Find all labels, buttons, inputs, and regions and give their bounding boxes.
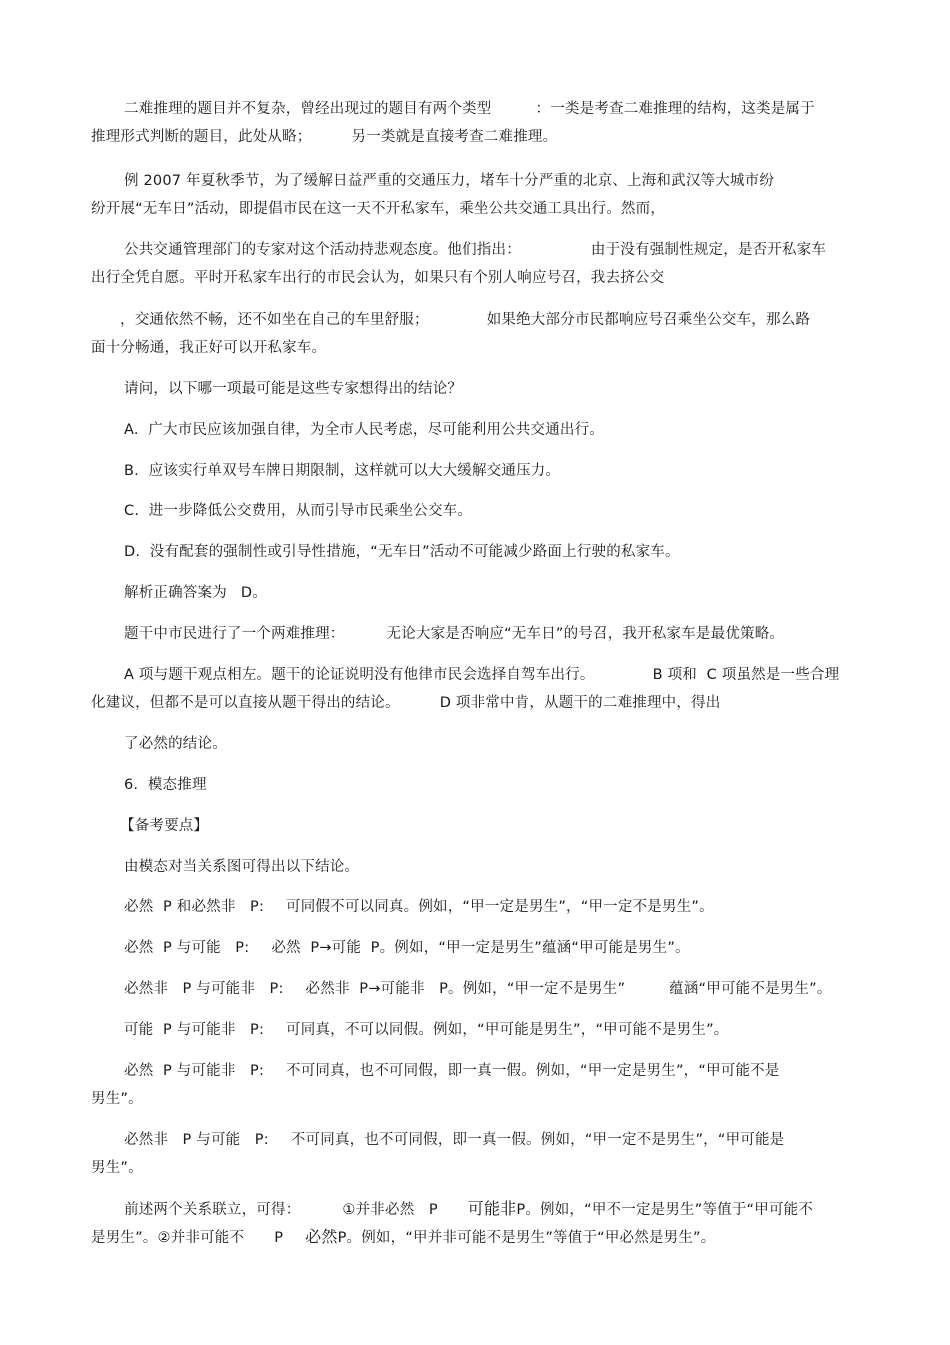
rule-5-line-1 — [124, 1061, 780, 1081]
text-span: 必然 P→可能 P。例如，“甲一定是男生”蕴涵“甲可能是男生”。 — [271, 940, 690, 956]
combined-line-2 — [91, 1227, 715, 1248]
text-span: 必然 P 与可能非 P: — [124, 1063, 265, 1079]
text-span: D 项非常中肯，从题干的二难推理中，得出 — [439, 695, 721, 711]
example-line-2: 纷开展“无车日”活动，即提倡市民在这一天不开私家车，乘坐公共交通工具出行。然而， — [91, 201, 666, 217]
text-span: 必然非 P 与可能非 P: — [124, 981, 284, 997]
example-line-6: 面十分畅通，我正好可以开私家车。 — [91, 340, 327, 356]
text-span: ：一类是考查二难推理的结构，这类是属于 — [535, 101, 815, 117]
analysis-line-4: 了必然的结论。 — [124, 736, 227, 752]
text-span: P — [274, 1230, 284, 1246]
text-span: 推理形式判断的题目，此处从略； — [91, 129, 312, 145]
analysis-line-1 — [124, 624, 784, 644]
text-span: 另一类就是直接考查二难推理。 — [351, 129, 558, 145]
text-span: 是男生”。②并非可能不 — [91, 1230, 245, 1246]
example-line-1: 例 2007 年夏秋季节，为了缓解日益严重的交通压力，堵车十分严重的北京、上海和武汉等大城市纷 — [124, 173, 775, 189]
question-text: 请问，以下哪一项最可能是这些专家想得出的结论？ — [124, 381, 463, 397]
text-span: 必然非 P→可能非 P。例如，“甲一定不是男生” — [305, 981, 626, 997]
text-span: 蕴涵“甲可能不是男生”。 — [669, 981, 832, 997]
rule-2 — [124, 938, 690, 958]
example-line-4: 出行全凭自愿。平时开私家车出行的市民会认为，如果只有个别人响应号召，我去挤公交 — [91, 270, 665, 286]
option-b: B. 应该实行单双号车牌日期限制，这样就可以大大缓解交通压力。 — [124, 463, 561, 479]
text-span: 解析正确答案为 — [124, 585, 227, 601]
combined-line-1 — [124, 1199, 813, 1220]
rule-1 — [124, 897, 714, 917]
text-span: 可同真，不可以同假。例如，“甲可能是男生”，“甲可能不是男生”。 — [286, 1022, 729, 1038]
text-span: 如果绝大部分市民都响应号召乘坐公交车，那么路 — [486, 312, 811, 328]
key-points-heading: 【备考要点】 — [120, 818, 209, 834]
text-span: 可能 P 与可能非 P: — [124, 1022, 265, 1038]
section-intro: 由模态对当关系图可得出以下结论。 — [124, 859, 360, 875]
rule-6-line-1 — [124, 1130, 784, 1150]
analysis-line-3 — [91, 693, 720, 713]
text-span: 公共交通管理部门的专家对这个活动持悲观态度。他们指出： — [124, 242, 521, 258]
answer-line — [124, 583, 267, 603]
text-span: 由于没有强制性规定，是否开私家车 — [590, 242, 827, 258]
text-span: 无论大家是否响应“无车日”的号召，我开私家车是最优策略。 — [386, 626, 785, 642]
text-span: D。 — [240, 585, 267, 601]
text-span: 二难推理的题目并不复杂，曾经出现过的题目有两个类型 — [124, 101, 492, 117]
option-d: D. 没有配套的强制性或引导性措施，“无车日”活动不可能减少路面上行驶的私家车。 — [124, 544, 680, 560]
option-c: C. 进一步降低公交费用，从而引导市民乘坐公交车。 — [124, 503, 473, 519]
text-span: 前述两个关系联立，可得： — [124, 1202, 301, 1218]
text-span: 可能非 — [467, 1199, 517, 1218]
rule-5-line-2: 男生”。 — [91, 1091, 143, 1107]
example-line-5 — [120, 310, 810, 330]
text-span: 必然非 P 与可能 P: — [124, 1132, 269, 1148]
rule-6-line-2: 男生”。 — [91, 1160, 143, 1176]
text-span: B 项和 C 项虽然是一些合理 — [652, 667, 840, 683]
text-span: 可同假不可以同真。例如，“甲一定是男生”，“甲一定不是男生”。 — [286, 899, 714, 915]
text-span: ，交通依然不畅，还不如坐在自己的车里舒服； — [120, 312, 429, 328]
text-span: 不可同真，也不可同假，即一真一假。例如，“甲一定是男生”，“甲可能不是 — [286, 1063, 780, 1079]
example-line-3 — [124, 240, 826, 260]
text-span: 必然 P 与可能 P: — [124, 940, 250, 956]
text-span: A 项与题干观点相左。题干的论证说明没有他律市民会选择自驾车出行。 — [124, 667, 595, 683]
rule-3 — [124, 979, 832, 999]
rule-4 — [124, 1020, 728, 1040]
text-span: ①并非必然 P — [342, 1202, 438, 1218]
paragraph-intro-line-1 — [124, 99, 815, 119]
text-span: P。例如，“甲不一定是男生”等值于“甲可能不 — [516, 1202, 814, 1218]
text-span: 必然 — [305, 1227, 338, 1246]
text-span: 必然 P 和必然非 P: — [124, 899, 265, 915]
text-span: 题干中市民进行了一个两难推理： — [124, 626, 345, 642]
section-heading: 6. 模态推理 — [124, 777, 207, 793]
text-span: 化建议，但都不是可以直接从题干得出的结论。 — [91, 695, 400, 711]
text-span: 不可同真，也不可同假，即一真一假。例如，“甲一定不是男生”，“甲可能是 — [290, 1132, 785, 1148]
option-a: A. 广大市民应该加强自律，为全市人民考虑，尽可能利用公共交通出行。 — [124, 422, 604, 438]
text-span: P。例如，“甲并非可能不是男生”等值于“甲必然是男生”。 — [337, 1230, 716, 1246]
paragraph-intro-line-2 — [91, 127, 557, 147]
analysis-line-2 — [124, 665, 839, 685]
